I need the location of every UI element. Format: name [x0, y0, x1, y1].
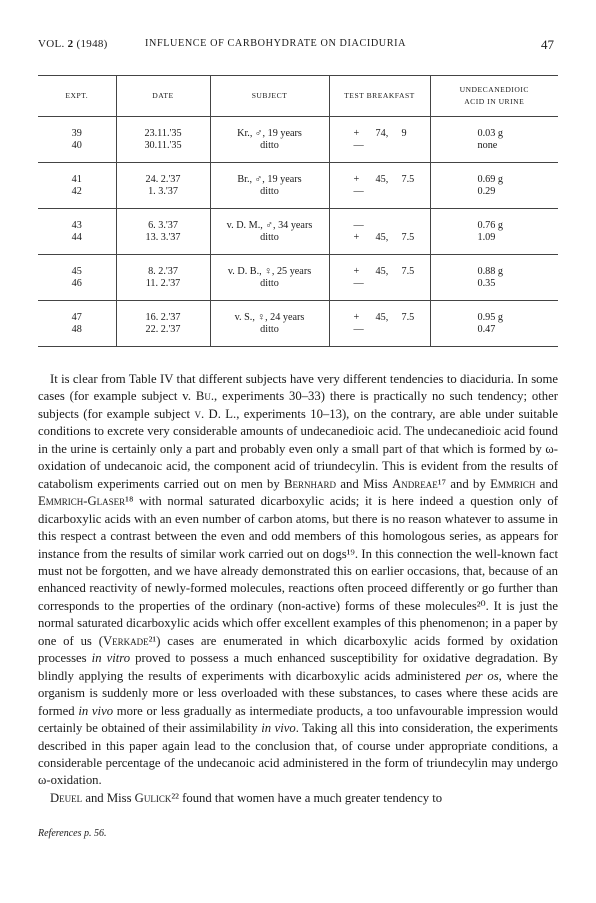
paragraph: Deuel and Miss Gulick²² found that women have a much greater tendency to [50, 790, 443, 805]
date-cell: 23.11.'35 30.11.'35 [116, 117, 210, 163]
page-number: 47 [541, 37, 554, 52]
expt-cell: 43 44 [38, 209, 116, 255]
test-breakfast-cell: + 45, 7.5 — [329, 255, 430, 301]
subject-cell: v. D. M., ♂, 34 years ditto [210, 209, 329, 255]
table-header-row [38, 76, 558, 117]
expt-cell: 47 48 [38, 301, 116, 347]
body-text [38, 371, 558, 807]
expt-cell: 39 40 [38, 117, 116, 163]
acid-cell: 0.95 g 0.47 [430, 301, 558, 347]
acid-cell: 0.88 g 0.35 [430, 255, 558, 301]
expt-cell: 45 46 [38, 255, 116, 301]
date-cell: 6. 3.'37 13. 3.'37 [116, 209, 210, 255]
col-header-expt: EXPT. [38, 76, 116, 117]
table-row [38, 255, 558, 301]
col-header-date: DATE [116, 76, 210, 117]
subject-cell: v. S., ♀, 24 years ditto [210, 301, 329, 347]
date-cell: 24. 2.'37 1. 3.'37 [116, 163, 210, 209]
references-note: References p. 56. [38, 828, 107, 839]
acid-cell: 0.69 g 0.29 [430, 163, 558, 209]
col-header-acid: UNDECANEDIOIC ACID IN URINE [430, 76, 558, 117]
test-breakfast-cell: + 74, 9 — [329, 117, 430, 163]
date-cell: 8. 2.'37 11. 2.'37 [116, 255, 210, 301]
running-title: INFLUENCE OF CARBOHYDRATE ON DIACIDURIA [145, 38, 407, 49]
table-row [38, 163, 558, 209]
paragraph: It is clear from Table IV that different subjects have very different tendencies to diaciduria. In some cases (for example subject v. Bu., experiments 30–33) there is practically no such tendency; other subjects (for example subject v. D. L., experiments 10–13), on the contrary, are able under suitable conditions to excrete very considerable amounts of undecanedioic acid. The undecanedioic acid found in the urine is certainly only a part and probably even only a small part of that which is formed by ω-oxidation of undecanoic acid, the component acid of triundecylin. This is evident from the results of catabolism experiments carried out on men by Bernhard and Miss Andreae¹⁷ and by Emmrich and Emmrich-Glaser¹⁸ with normal saturated dicarboxylic acids; it is here indeed a question only of dicarboxylic acids with an even number of carbon atoms, but there is no reason whatever to assume in this respect a contrast between the even and odd members of this homologous series, as appears for instance from the results of similar work carried out on dogs¹⁹. In this connection the well-known fact must not be forgotten, and we have already demonstrated this on earlier occasions, that, because of an enhanced reactivity of newly-formed molecules, reactions often proceed differently or go further than corresponds to the properties of the ordinary (non-active) forms of these molecules²⁰. It is just the normal saturated dicarboxylic acids which offer excellent examples of this phenomenon; in a paper by one of us (Verkade²¹) cases are enumerated in which dicarboxylic acids formed by oxidation processes in vitro proved to possess a much enhanced susceptibility for oxidative degradation. By blindly applying the results of experiments with dicarboxylic acids administered per os, where the organism is suddenly more or less overloaded with these substances, to cases where these acids are formed in vivo more or less gradually as intermediate products, a too unfavourable impression would certainly be obtained of their assimilability in vivo. Taking all this into consideration, the experiments described in this paper again lead to the conclusion that, of course under appropriate conditions, a considerable percentage of the undecanoic acid administered in the form of triundecylin may undergo ω-oxidation. [38, 372, 559, 788]
table-row [38, 117, 558, 163]
table-row [38, 301, 558, 347]
test-breakfast-cell: — + 45, 7.5 [329, 209, 430, 255]
subject-cell: Kr., ♂, 19 years ditto [210, 117, 329, 163]
acid-cell: 0.76 g 1.09 [430, 209, 558, 255]
expt-cell: 41 42 [38, 163, 116, 209]
subject-cell: v. D. B., ♀, 25 years ditto [210, 255, 329, 301]
col-header-subject: SUBJECT [210, 76, 329, 117]
table-row [38, 209, 558, 255]
acid-cell: 0.03 g none [430, 117, 558, 163]
subject-cell: Br., ♂, 19 years ditto [210, 163, 329, 209]
volume-label: VOL. 2 (1948) [38, 38, 108, 50]
date-cell: 16. 2.'37 22. 2.'37 [116, 301, 210, 347]
data-table [38, 75, 558, 347]
test-breakfast-cell: + 45, 7.5 — [329, 301, 430, 347]
running-header [38, 38, 558, 54]
col-header-test-breakfast: TEST BREAKFAST [329, 76, 430, 117]
test-breakfast-cell: + 45, 7.5 — [329, 163, 430, 209]
